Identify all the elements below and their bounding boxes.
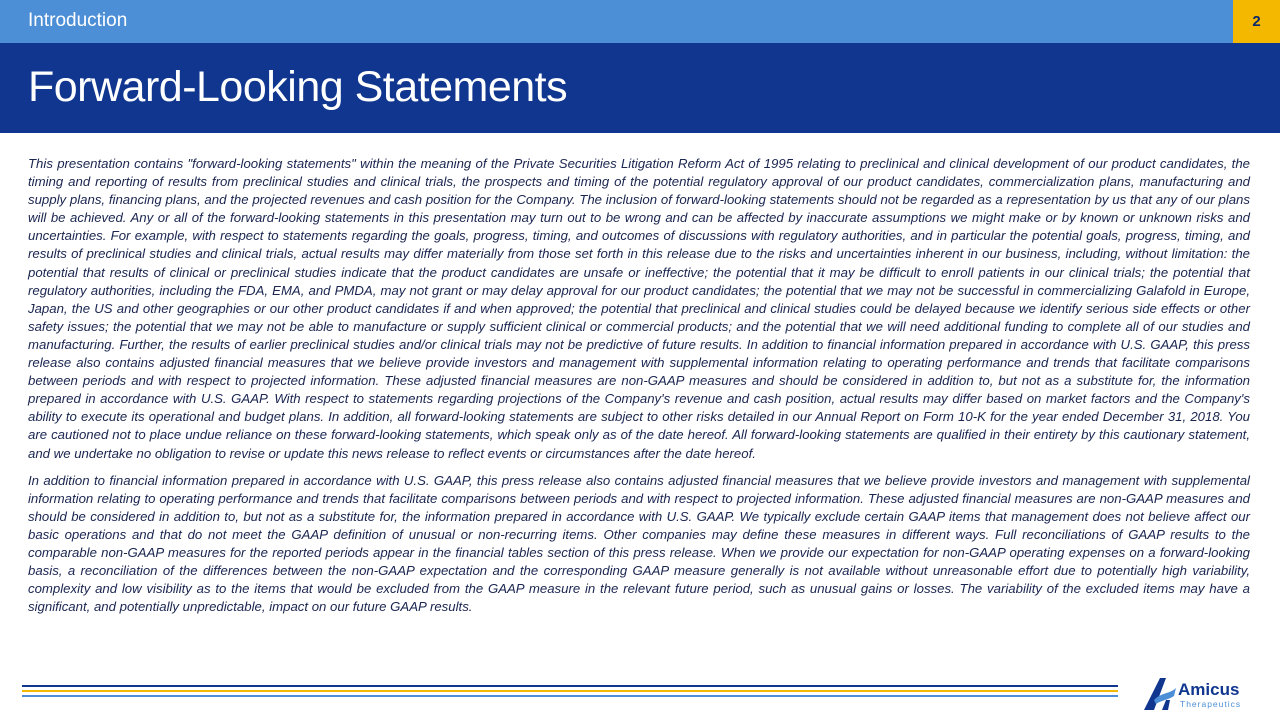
section-label: Introduction	[28, 10, 128, 31]
logo-subtitle: Therapeutics	[1180, 699, 1242, 709]
title-bar	[0, 43, 1280, 133]
section-header-bar	[0, 0, 1280, 43]
footer-rule-light	[22, 695, 1118, 697]
logo-mark-icon	[1140, 674, 1180, 714]
disclaimer-body	[28, 155, 1250, 625]
footer-rule-gold	[22, 690, 1118, 692]
footer-rules	[22, 685, 1118, 700]
disclaimer-paragraph-2: In addition to financial information prepared in accordance with U.S. GAAP, this press release also contains adjusted financial measures that we believe provide investors and management with supplemental information relating to operating performance and trends that facilitate comparisons between periods and with respect to projected information. These adjusted financial measures are non-GAAP measures and should be considered in addition to, but not as a substitute for, the information prepared in accordance with U.S. GAAP. We typically exclude certain GAAP items that management does not believe affect our basic operations and that do not meet the GAAP definition of unusual or non-recurring items. Other companies may define these measures in different ways. Full reconciliations of GAAP results to the comparable non-GAAP measures for the reported periods appear in the financial tables section of this press release. When we provide our expectation for non-GAAP operating expenses on a forward-looking basis, a reconciliation of the differences between the non-GAAP expectation and the corresponding GAAP measure generally is not available without unreasonable effort due to potentially high variability, complexity and low visibility as to the items that would be excluded from the GAAP measure in the relevant future period, such as unusual gains or losses. The variability of the excluded items may have a significant, and potentially unpredictable, impact on our future GAAP results.	[28, 472, 1250, 615]
company-logo	[1140, 674, 1252, 714]
page-title: Forward-Looking Statements	[28, 63, 568, 111]
page-number-badge: 2	[1233, 0, 1280, 43]
logo-wordmark: Amicus	[1178, 680, 1240, 699]
disclaimer-paragraph-1: This presentation contains "forward-looking statements" within the meaning of the Private Securities Litigation Reform Act of 1995 relating to preclinical and clinical development of our product candidates, the timing and reporting of results from preclinical studies and clinical trials, the prospects and timing of the potential regulatory approval of our product candidates, commercialization plans, manufacturing and supply plans, financing plans, and the projected revenues and cash position for the Company. The inclusion of forward-looking statements should not be regarded as a representation by us that any of our plans will be achieved. Any or all of the forward-looking statements in this presentation may turn out to be wrong and can be affected by inaccurate assumptions we might make or by known or unknown risks and uncertainties. For example, with respect to statements regarding the goals, progress, timing, and outcomes of discussions with regulatory authorities, and in particular the potential goals, progress, timing, and results of preclinical studies and clinical trials, actual results may differ materially from those set forth in this release due to the risks and uncertainties inherent in our business, including, without limitation: the potential that results of clinical or preclinical studies indicate that the product candidates are unsafe or ineffective; the potential that it may be difficult to enroll patients in our clinical trials; the potential that regulatory authorities, including the FDA, EMA, and PMDA, may not grant or may delay approval for our product candidates; the potential that we may not be successful in commercializing Galafold in Europe, Japan, the US and other geographies or our other product candidates if and when approved; the potential that preclinical and clinical studies could be delayed because we identify serious side effects or other safety issues; the potential that we may not be able to manufacture or supply sufficient clinical or commercial products; and the potential that we will need additional funding to complete all of our studies and manufacturing. Further, the results of earlier preclinical studies and/or clinical trials may not be predictive of future results. In addition to financial information prepared in accordance with U.S. GAAP, this press release also contains adjusted financial measures that we believe provide investors and management with supplemental information relating to operating performance and trends that facilitate comparisons between periods and with respect to projected information. These adjusted financial measures are non-GAAP measures and should be considered in addition to, but not as a substitute for, the information prepared in accordance with U.S. GAAP. With respect to statements regarding projections of the Company's revenue and cash position, actual results may differ based on market factors and the Company's ability to execute its operational and budget plans. In addition, all forward-looking statements are subject to other risks detailed in our Annual Report on Form 10-K for the year ended December 31, 2018. You are cautioned not to place undue reliance on these forward-looking statements, which speak only as of the date hereof. All forward-looking statements are qualified in their entirety by this cautionary statement, and we undertake no obligation to revise or update this news release to reflect events or circumstances after the date hereof.	[28, 156, 1250, 461]
footer-rule-blue	[22, 685, 1118, 687]
